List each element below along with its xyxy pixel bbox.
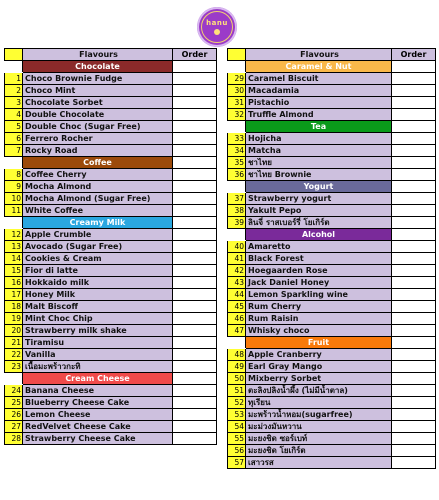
order-input-cell[interactable] — [173, 385, 217, 397]
category-spacer — [228, 229, 246, 241]
flavour-name: Hokkaido milk — [23, 277, 173, 289]
category-order-cell — [173, 61, 217, 73]
flavour-number: 42 — [228, 265, 246, 277]
flavour-row — [228, 97, 436, 109]
flavour-row — [228, 73, 436, 85]
flavour-number: 49 — [228, 361, 246, 373]
order-input-cell[interactable] — [392, 385, 436, 397]
flavour-name: Double Choc (Sugar Free) — [23, 121, 173, 133]
flavour-name: Strawberry milk shake — [23, 325, 173, 337]
flavour-number: 25 — [5, 397, 23, 409]
flavour-row — [5, 301, 217, 313]
flavour-name: Ferrero Rocher — [23, 133, 173, 145]
order-input-cell[interactable] — [173, 205, 217, 217]
order-input-cell[interactable] — [392, 145, 436, 157]
category-row — [5, 157, 217, 169]
flavour-name: Malt Biscoff — [23, 301, 173, 313]
order-input-cell[interactable] — [173, 85, 217, 97]
category-row — [228, 337, 436, 349]
flavour-number: 34 — [228, 145, 246, 157]
flavour-row — [228, 301, 436, 313]
header-order: Order — [173, 49, 217, 61]
flavour-name: Rum Raisin — [246, 313, 392, 325]
flavour-row — [5, 277, 217, 289]
flavour-row — [228, 217, 436, 229]
header-num-cell — [5, 49, 23, 61]
flavour-row — [228, 109, 436, 121]
flavour-name: Mocha Almond (Sugar Free) — [23, 193, 173, 205]
flavour-row — [228, 313, 436, 325]
flavour-row — [5, 193, 217, 205]
flavour-row — [228, 157, 436, 169]
order-input-cell[interactable] — [392, 193, 436, 205]
flavour-row — [5, 421, 217, 433]
category-row — [5, 217, 217, 229]
flavour-number: 1 — [5, 73, 23, 85]
flavour-name: มะยงชิด ซอร์เบท์ — [246, 433, 392, 445]
category-order-cell — [173, 217, 217, 229]
order-input-cell[interactable] — [173, 229, 217, 241]
flavour-number: 19 — [5, 313, 23, 325]
flavour-row — [5, 73, 217, 85]
flavour-row — [5, 361, 217, 373]
flavour-row — [228, 205, 436, 217]
flavour-row — [5, 85, 217, 97]
order-input-cell[interactable] — [173, 109, 217, 121]
flavour-name: มะยงชิด โยเกิร์ต — [246, 445, 392, 457]
flavour-name: Coffee Cherry — [23, 169, 173, 181]
order-input-cell[interactable] — [392, 133, 436, 145]
order-input-cell[interactable] — [392, 457, 436, 469]
flavour-row — [228, 385, 436, 397]
order-input-cell[interactable] — [173, 73, 217, 85]
category-spacer — [228, 121, 246, 133]
flavour-name: Double Chocolate — [23, 109, 173, 121]
flavour-row — [228, 361, 436, 373]
flavour-row — [5, 349, 217, 361]
flavour-row — [5, 229, 217, 241]
category-label: Creamy Milk — [23, 217, 173, 229]
order-input-cell[interactable] — [392, 301, 436, 313]
flavour-name: Hoegaarden Rose — [246, 265, 392, 277]
flavour-name: ลินจี่ ราสเบอร์รี่ โยเกิร์ต — [246, 217, 392, 229]
flavour-row — [228, 373, 436, 385]
category-label: Caramel & Nut — [246, 61, 392, 73]
flavour-row — [228, 277, 436, 289]
flavour-number: 26 — [5, 409, 23, 421]
order-input-cell[interactable] — [173, 169, 217, 181]
flavour-name: Banana Cheese — [23, 385, 173, 397]
flavour-name: Chocolate Sorbet — [23, 97, 173, 109]
category-spacer — [5, 61, 23, 73]
flavour-row — [5, 433, 217, 445]
flavour-name: ชาไทย Brownie — [246, 169, 392, 181]
flavour-number: 16 — [5, 277, 23, 289]
flavour-number: 30 — [228, 85, 246, 97]
order-input-cell[interactable] — [173, 289, 217, 301]
flavour-row — [5, 337, 217, 349]
flavour-row — [5, 397, 217, 409]
order-input-cell[interactable] — [392, 361, 436, 373]
category-order-cell — [173, 373, 217, 385]
flavour-number: 10 — [5, 193, 23, 205]
order-input-cell[interactable] — [173, 337, 217, 349]
order-input-cell[interactable] — [392, 253, 436, 265]
flavour-number: 32 — [228, 109, 246, 121]
order-input-cell[interactable] — [173, 193, 217, 205]
order-input-cell[interactable] — [173, 325, 217, 337]
flavour-number: 44 — [228, 289, 246, 301]
logo-dot — [214, 29, 220, 35]
logo-text: hanu — [206, 19, 228, 27]
flavour-name: เสาวรส — [246, 457, 392, 469]
flavour-name: Mocha Almond — [23, 181, 173, 193]
header-row — [5, 49, 217, 61]
flavour-name: Strawberry Cheese Cake — [23, 433, 173, 445]
order-input-cell[interactable] — [392, 217, 436, 229]
flavour-row — [5, 181, 217, 193]
flavour-row — [228, 445, 436, 457]
flavour-name: Rocky Road — [23, 145, 173, 157]
header-num-cell — [228, 49, 246, 61]
order-input-cell[interactable] — [173, 241, 217, 253]
flavour-number: 12 — [5, 229, 23, 241]
flavour-number: 38 — [228, 205, 246, 217]
order-input-cell[interactable] — [392, 373, 436, 385]
flavour-row — [228, 457, 436, 469]
flavour-name: Avocado (Sugar Free) — [23, 241, 173, 253]
flavour-name: Lemon Sparkling wine — [246, 289, 392, 301]
order-input-cell[interactable] — [173, 121, 217, 133]
flavour-name: Caramel Biscuit — [246, 73, 392, 85]
flavour-number: 18 — [5, 301, 23, 313]
order-input-cell[interactable] — [173, 421, 217, 433]
flavour-number: 5 — [5, 121, 23, 133]
flavour-row — [5, 289, 217, 301]
order-input-cell[interactable] — [392, 97, 436, 109]
flavour-row — [228, 85, 436, 97]
flavour-name: Whisky choco — [246, 325, 392, 337]
flavour-row — [228, 169, 436, 181]
flavour-name: Apple Cranberry — [246, 349, 392, 361]
flavour-row — [5, 313, 217, 325]
flavour-number: 24 — [5, 385, 23, 397]
flavour-row — [5, 109, 217, 121]
flavour-name: มะม่วงมันหวาน — [246, 421, 392, 433]
category-row — [228, 181, 436, 193]
flavour-name: Earl Gray Mango — [246, 361, 392, 373]
category-order-cell — [392, 229, 436, 241]
header-order: Order — [392, 49, 436, 61]
flavour-row — [5, 325, 217, 337]
flavour-name: ทุเรียน — [246, 397, 392, 409]
flavour-number: 43 — [228, 277, 246, 289]
category-label: Cream Cheese — [23, 373, 173, 385]
order-input-cell[interactable] — [392, 445, 436, 457]
flavour-number: 13 — [5, 241, 23, 253]
logo-ring — [201, 11, 233, 43]
flavour-name: Choco Brownie Fudge — [23, 73, 173, 85]
flavour-number: 39 — [228, 217, 246, 229]
flavour-number: 3 — [5, 97, 23, 109]
flavour-number: 56 — [228, 445, 246, 457]
flavour-number: 20 — [5, 325, 23, 337]
flavour-row — [5, 241, 217, 253]
category-label: Fruit — [246, 337, 392, 349]
category-label: Yogurt — [246, 181, 392, 193]
order-input-cell[interactable] — [173, 253, 217, 265]
flavour-row — [5, 253, 217, 265]
flavour-name: Blueberry Cheese Cake — [23, 397, 173, 409]
order-input-cell[interactable] — [392, 241, 436, 253]
order-input-cell[interactable] — [173, 265, 217, 277]
flavour-number: 55 — [228, 433, 246, 445]
category-label: Alcohol — [246, 229, 392, 241]
flavour-number: 22 — [5, 349, 23, 361]
category-spacer — [228, 181, 246, 193]
flavour-number: 21 — [5, 337, 23, 349]
flavour-number: 15 — [5, 265, 23, 277]
category-label: Chocolate — [23, 61, 173, 73]
flavour-number: 46 — [228, 313, 246, 325]
flavour-number: 51 — [228, 385, 246, 397]
order-input-cell[interactable] — [173, 433, 217, 445]
flavour-number: 27 — [5, 421, 23, 433]
flavour-row — [5, 121, 217, 133]
order-input-cell[interactable] — [173, 145, 217, 157]
category-spacer — [5, 157, 23, 169]
flavour-name: RedVelvet Cheese Cake — [23, 421, 173, 433]
flavour-row — [5, 409, 217, 421]
header-row — [228, 49, 436, 61]
flavour-name: Fior di latte — [23, 265, 173, 277]
flavour-number: 53 — [228, 409, 246, 421]
flavour-number: 54 — [228, 421, 246, 433]
category-row — [5, 373, 217, 385]
flavour-name: Mint Choc Chip — [23, 313, 173, 325]
flavour-name: Vanilla — [23, 349, 173, 361]
category-spacer — [5, 373, 23, 385]
flavour-row — [5, 169, 217, 181]
order-input-cell[interactable] — [173, 397, 217, 409]
order-input-cell[interactable] — [392, 313, 436, 325]
flavour-row — [228, 409, 436, 421]
order-input-cell[interactable] — [173, 97, 217, 109]
flavour-number: 17 — [5, 289, 23, 301]
category-label: Tea — [246, 121, 392, 133]
order-input-cell[interactable] — [392, 277, 436, 289]
flavour-name: Rum Cherry — [246, 301, 392, 313]
flavour-row — [5, 133, 217, 145]
flavour-number: 6 — [5, 133, 23, 145]
order-input-cell[interactable] — [173, 349, 217, 361]
order-input-cell[interactable] — [392, 397, 436, 409]
category-row — [228, 229, 436, 241]
flavour-name: Strawberry yogurt — [246, 193, 392, 205]
order-input-cell[interactable] — [392, 73, 436, 85]
category-row — [228, 121, 436, 133]
flavour-row — [228, 325, 436, 337]
flavour-number: 9 — [5, 181, 23, 193]
category-order-cell — [392, 121, 436, 133]
flavour-name: Black Forest — [246, 253, 392, 265]
order-input-cell[interactable] — [392, 433, 436, 445]
flavour-number: 8 — [5, 169, 23, 181]
order-input-cell[interactable] — [173, 133, 217, 145]
flavour-row — [228, 433, 436, 445]
flavour-row — [5, 385, 217, 397]
flavour-row — [5, 97, 217, 109]
flavour-number: 57 — [228, 457, 246, 469]
flavour-row — [5, 145, 217, 157]
flavour-row — [228, 349, 436, 361]
order-input-cell[interactable] — [392, 421, 436, 433]
flavour-name: Truffle Almond — [246, 109, 392, 121]
flavour-name: Amaretto — [246, 241, 392, 253]
flavour-number: 48 — [228, 349, 246, 361]
flavour-row — [228, 289, 436, 301]
order-input-cell[interactable] — [392, 85, 436, 97]
flavour-row — [5, 205, 217, 217]
category-spacer — [228, 61, 246, 73]
flavour-row — [228, 397, 436, 409]
order-input-cell[interactable] — [392, 205, 436, 217]
flavour-name: Macadamia — [246, 85, 392, 97]
flavour-name: Matcha — [246, 145, 392, 157]
flavour-name: Jack Daniel Honey — [246, 277, 392, 289]
flavours-table-left — [4, 48, 217, 445]
category-label: Coffee — [23, 157, 173, 169]
flavour-name: Honey Milk — [23, 289, 173, 301]
flavour-name: Pistachio — [246, 97, 392, 109]
flavour-row — [228, 241, 436, 253]
category-order-cell — [392, 337, 436, 349]
category-spacer — [228, 337, 246, 349]
flavour-row — [228, 421, 436, 433]
flavour-number: 7 — [5, 145, 23, 157]
flavour-name: ตะลิงปลิงน้ำผึ้ง (ไม่มีน้ำตาล) — [246, 385, 392, 397]
flavour-name: เนื้อมะพร้าวกะทิ — [23, 361, 173, 373]
flavour-name: Hojicha — [246, 133, 392, 145]
order-input-cell[interactable] — [392, 409, 436, 421]
order-input-cell[interactable] — [173, 277, 217, 289]
order-input-cell[interactable] — [392, 109, 436, 121]
order-input-cell[interactable] — [173, 301, 217, 313]
order-input-cell[interactable] — [173, 409, 217, 421]
flavour-row — [228, 133, 436, 145]
flavour-number: 4 — [5, 109, 23, 121]
flavour-name: White Coffee — [23, 205, 173, 217]
flavour-name: Tiramisu — [23, 337, 173, 349]
header-flavours: Flavours — [23, 49, 173, 61]
header-flavours: Flavours — [246, 49, 392, 61]
flavour-number: 35 — [228, 157, 246, 169]
flavour-number: 37 — [228, 193, 246, 205]
category-order-cell — [173, 157, 217, 169]
flavour-number: 45 — [228, 301, 246, 313]
flavour-number: 47 — [228, 325, 246, 337]
flavour-name: Choco Mint — [23, 85, 173, 97]
flavour-number: 11 — [5, 205, 23, 217]
order-input-cell[interactable] — [392, 265, 436, 277]
order-input-cell[interactable] — [392, 157, 436, 169]
flavour-row — [228, 253, 436, 265]
flavour-number: 28 — [5, 433, 23, 445]
order-input-cell[interactable] — [173, 361, 217, 373]
flavour-row — [228, 193, 436, 205]
category-spacer — [5, 217, 23, 229]
order-input-cell[interactable] — [392, 349, 436, 361]
order-input-cell[interactable] — [173, 313, 217, 325]
flavour-name: Apple Crumble — [23, 229, 173, 241]
flavours-table-right — [227, 48, 436, 469]
category-row — [228, 61, 436, 73]
flavour-number: 14 — [5, 253, 23, 265]
flavour-name: มะพร้าวน้ำหอม(sugarfree) — [246, 409, 392, 421]
flavour-row — [228, 145, 436, 157]
flavour-number: 29 — [228, 73, 246, 85]
flavour-number: 50 — [228, 373, 246, 385]
flavour-name: Mixberry Sorbet — [246, 373, 392, 385]
flavour-number: 23 — [5, 361, 23, 373]
category-order-cell — [392, 181, 436, 193]
order-input-cell[interactable] — [392, 289, 436, 301]
flavour-row — [228, 265, 436, 277]
flavour-number: 2 — [5, 85, 23, 97]
brand-logo — [197, 7, 237, 47]
category-order-cell — [392, 61, 436, 73]
flavour-name: Cookies & Cream — [23, 253, 173, 265]
flavour-number: 31 — [228, 97, 246, 109]
flavour-number: 36 — [228, 169, 246, 181]
order-input-cell[interactable] — [392, 325, 436, 337]
flavour-number: 52 — [228, 397, 246, 409]
flavour-name: ชาไทย — [246, 157, 392, 169]
flavour-number: 41 — [228, 253, 246, 265]
order-input-cell[interactable] — [173, 181, 217, 193]
order-input-cell[interactable] — [392, 169, 436, 181]
category-row — [5, 61, 217, 73]
flavour-row — [5, 265, 217, 277]
flavour-number: 33 — [228, 133, 246, 145]
flavour-number: 40 — [228, 241, 246, 253]
flavour-name: Lemon Cheese — [23, 409, 173, 421]
flavour-name: Yakult Pepo — [246, 205, 392, 217]
